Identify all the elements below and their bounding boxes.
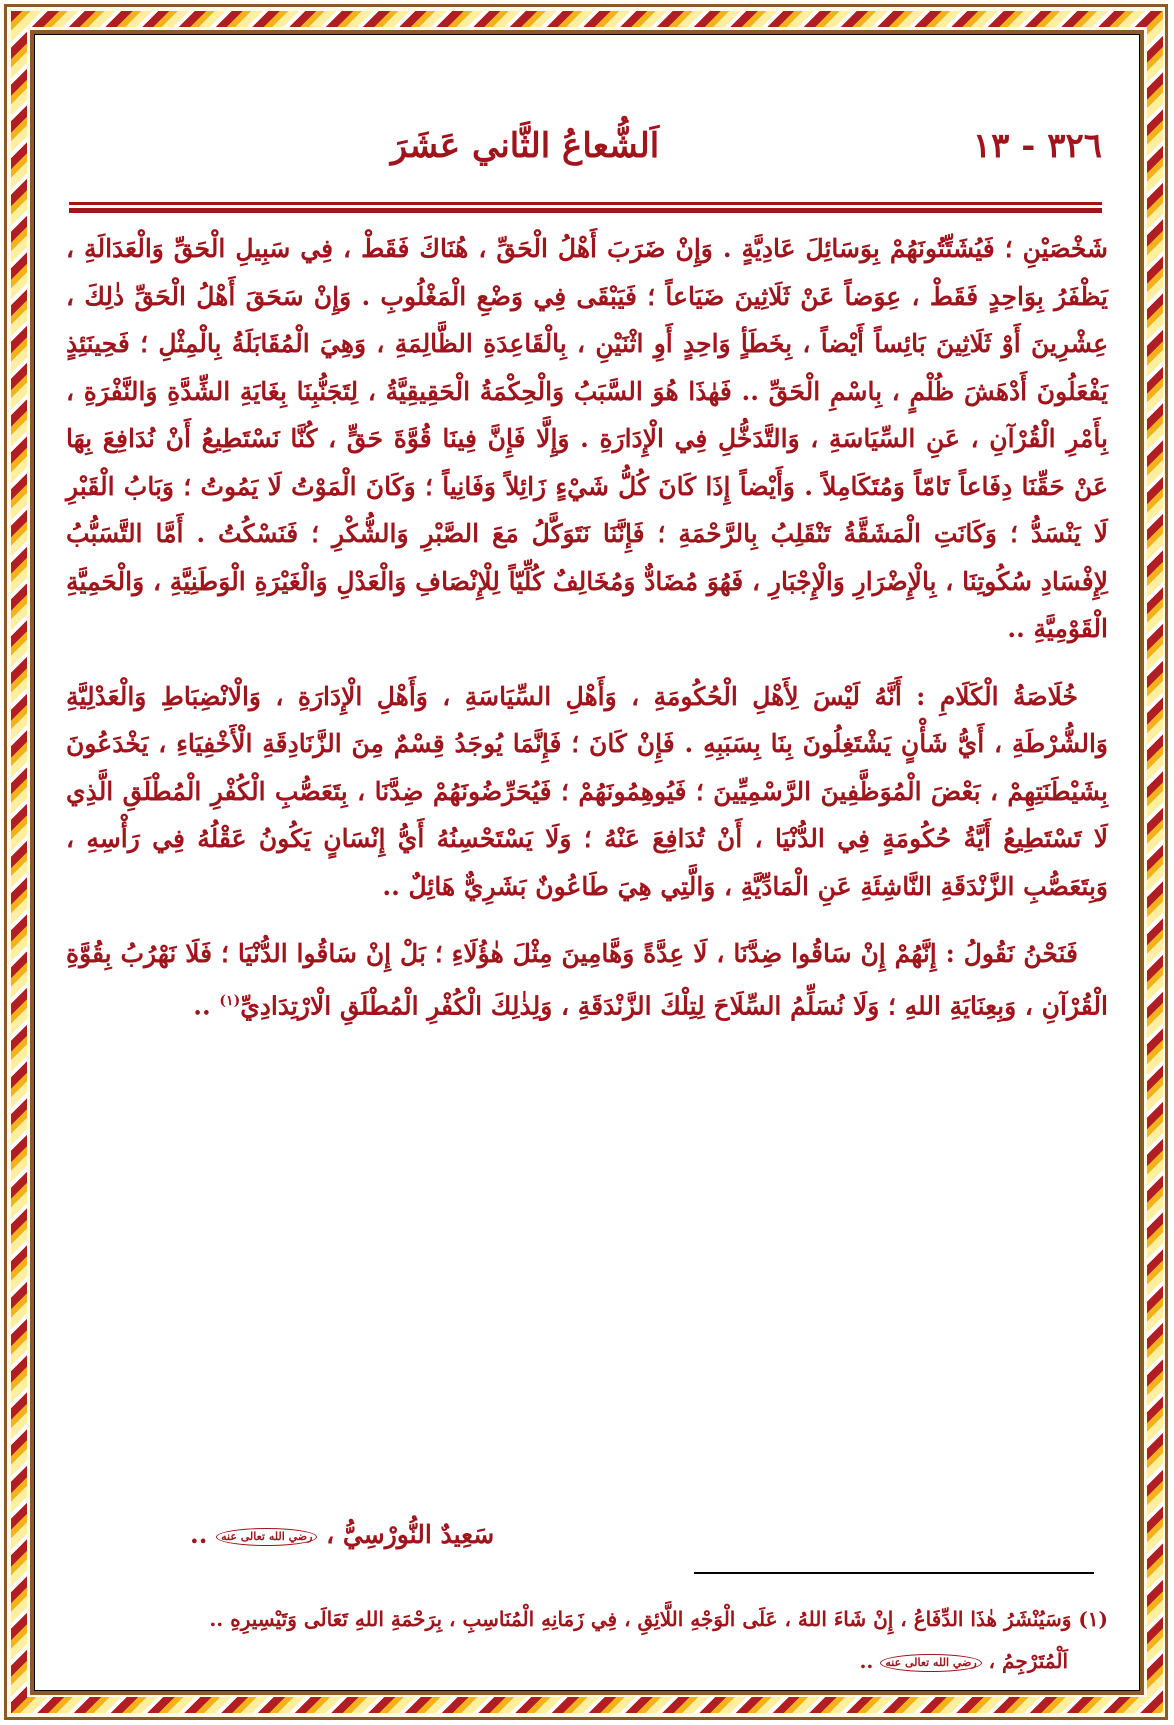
footnote-marker[interactable]: (١) bbox=[219, 992, 241, 1009]
page-header bbox=[88, 126, 1102, 186]
honorific-seal-icon: رضي الله تعالى عنه bbox=[880, 1654, 981, 1672]
signature-name: سَعِيدٌ النُّورْسِيُّ ، bbox=[326, 1520, 495, 1549]
honorific-seal-icon: رضي الله تعالى عنه bbox=[216, 1528, 317, 1546]
footnote-signature bbox=[66, 1640, 1108, 1682]
paragraph-text: فَنَحْنُ نَقُولُ : إِنَّهُمْ إِنْ سَاقُوا ضِدَّنَا ، لَا عِدَّةً وَهَّامِينَ مِثْلَ هٰؤُلَاءِ ؛ بَلْ إِنْ سَاقُوا الدُّنْيَا ؛ فَلَا نَهْرُبُ بِقُوَّةِ الْقُرْآنِ ، وَبِعِنَايَةِ اللهِ ؛ وَلَا نُسَلِّمُ السِّلَاحَ لِتِلْكَ الزَّنْدَقَةِ ، وَلِذٰلِكَ الْكُفْرِ الْمُطْلَقِ الْارْتِدَادِيِّ bbox=[66, 939, 1108, 1020]
footnote-dots: .. bbox=[859, 1649, 874, 1673]
body-text bbox=[66, 225, 1108, 1029]
paragraph bbox=[66, 930, 1108, 1029]
signature bbox=[190, 1520, 494, 1549]
header-rule bbox=[69, 202, 1102, 212]
footnote-divider bbox=[694, 1572, 1094, 1574]
running-title: اَلشُّعاعُ الثَّاني عَشَرَ bbox=[390, 126, 660, 166]
footnote-text: (١) وَسَيُنْشَرُ هٰذَا الدِّفَاعُ ، إِنْ شَاءَ اللهُ ، عَلَى الْوَجْهِ اللَّائِقِ ، فِي زَمَانِهِ الْمُنَاسِبِ ، بِرَحْمَةِ اللهِ تَعَالَى وَتَيْسِيرِهِ .. bbox=[209, 1607, 1108, 1631]
paragraph: شَخْصَيْنِ ؛ فَيُشَتِّتُونَهُمْ بِوَسَائِلَ عَادِيَّةٍ . وَإِنْ ضَرَبَ أَهْلُ الْحَقِّ ، هُنَاكَ فَقَطْ ، فِي سَبِيلِ الْحَقِّ وَالْعَدَالَةِ ، يَظْفَرُ بِوَاحِدٍ فَقَطْ ، عِوَضاً عَنْ ثَلَاثِينَ ضَيَاعاً ؛ فَيَبْقَى فِي وَضْعِ الْمَغْلُوبِ . وَإِنْ سَحَقَ أَهْلُ الْحَقِّ ذٰلِكَ ، عِشْرِينَ أَوْ ثَلَاثِينَ بَائِساً أَيْضاً ، بِخَطَأٍ وَاحِدٍ أَوِ اثْنَيْنِ ، بِالْقَاعِدَةِ الظَّالِمَةِ ، وَهِيَ الْمُقَابَلَةُ بِالْمِثْلِ ؛ فَحِينَئِذٍ يَفْعَلُونَ أَدْهَشَ ظُلْمٍ ، بِاسْمِ الْحَقِّ .. فَهٰذَا هُوَ السَّبَبُ وَالْحِكْمَةُ الْحَقِيقِيَّةُ ، لِتَجَنُّبِنَا بِغَايَةِ الشِّدَّةِ وَالنَّفْرَةِ ، بِأَمْرِ الْقُرْآنِ ، عَنِ السِّيَاسَةِ ، وَالتَّدَخُّلِ فِي الْإِدَارَةِ . وَإِلَّا فَإِنَّ فِينَا قُوَّةَ حَقٍّ ، كُنَّا نَسْتَطِيعُ أَنْ نُدَافِعَ بِهَا عَنْ حَقِّنَا دِفَاعاً تَامّاً وَمُتَكَامِلاً . وَأَيْضاً إِذَا كَانَ كُلُّ شَيْءٍ زَائِلاً وَفَانِياً ؛ وَكَانَ الْمَوْتُ لَا يَمُوتُ ؛ وَبَابُ الْقَبْرِ لَا يَنْسَدُّ ؛ وَكَانَتِ الْمَشَقَّةُ تَنْقَلِبُ بِالرَّحْمَةِ ؛ فَإِنَّنَا نَتَوَكَّلُ مَعَ الصَّبْرِ وَالشُّكْرِ ؛ فَنَسْكُتُ . أَمَّا التَّسَبُّبُ لِإِفْسَادِ سُكُوتِنَا ، بِالْإِضْرَارِ وَالْإِجْبَارِ ، فَهُوَ مُضَادٌّ وَمُخَالِفٌ كُلِّيّاً لِلْإِنْصَافِ وَالْعَدْلِ وَالْغَيْرَةِ الْوَطَنِيَّةِ ، وَالْحَمِيَّةِ الْقَوْمِيَّةِ .. bbox=[66, 234, 1108, 643]
closing-dots: .. bbox=[193, 990, 220, 1020]
signature-dots: .. bbox=[190, 1520, 208, 1549]
page-number: ٣٢٦ - ١٣ bbox=[972, 126, 1102, 166]
paragraph: خُلَاصَةُ الْكَلَامِ : أَنَّهُ لَيْسَ لِأَهْلِ الْحُكُومَةِ ، وَأَهْلِ السِّيَاسَةِ ، وَأَهْلِ الْإِدَارَةِ ، وَالْانْضِبَاطِ وَالْعَدْلِيَّةِ وَالشُّرْطَةِ ، أَيُّ شَأْنٍ يَشْتَغِلُونَ بِنَا بِسَبَبِهِ . فَإِنْ كَانَ ؛ فَإِنَّمَا يُوجَدُ قِسْمٌ مِنَ الزَّنَادِقَةِ الْأَخْفِيَاءِ ، يَخْدَعُونَ بِشَيْطَنَتِهِمْ ، بَعْضَ الْمُوَظَّفِينَ الرَّسْمِيِّينَ ؛ فَيُوهِمُونَهُمْ ؛ فَيُحَرِّضُونَهُمْ ضِدَّنَا ، بِتَعَصُّبِ الْكُفْرِ الْمُطْلَقِ الَّذِي لَا تَسْتَطِيعُ أَيَّةُ حُكُومَةٍ فِي الدُّنْيَا ، أَنْ تُدَافِعَ عَنْهُ ؛ وَلَا يَسْتَحْسِنُهُ أَيُّ إِنْسَانٍ يَكُونُ عَقْلُهُ فِي رَأْسِهِ ، وَبِتَعَصُّبِ الزَّنْدَقَةِ النَّاشِئَةِ عَنِ الْمَادِّيَّةِ ، وَالَّتِي هِيَ طَاعُونٌ بَشَرِيٌّ هَائِلٌ .. bbox=[66, 681, 1108, 901]
translator-label: اَلْمُتَرْجِمُ ، bbox=[988, 1649, 1068, 1673]
page bbox=[60, 60, 1114, 1673]
footnote bbox=[66, 1598, 1108, 1682]
